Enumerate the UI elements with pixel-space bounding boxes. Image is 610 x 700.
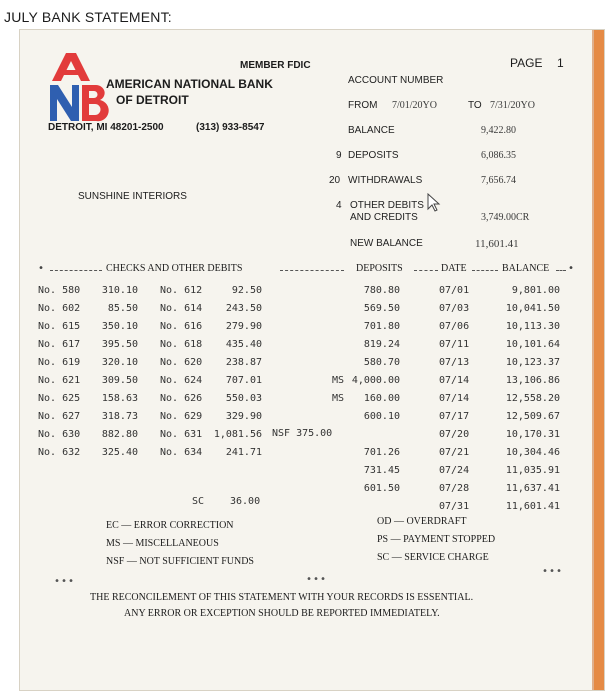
- checks-header: CHECKS AND OTHER DEBITS: [106, 263, 243, 274]
- bank-name: AMERICAN NATIONAL BANK: [106, 77, 273, 91]
- check-number: No. 632: [38, 447, 81, 458]
- deposit-code: MS: [332, 375, 345, 386]
- header-rule-2: [280, 270, 344, 271]
- running-balance: 10,113.30: [505, 321, 560, 332]
- header-rule-3: [414, 270, 438, 271]
- check-amount: 882.80: [101, 429, 138, 440]
- check-number: No. 625: [38, 393, 81, 404]
- transaction-date: 07/14: [439, 375, 470, 386]
- check-number: No. 614: [160, 303, 203, 314]
- page-title: JULY BANK STATEMENT:: [4, 9, 172, 25]
- check-number: No. 620: [160, 357, 203, 368]
- check-amount: 395.50: [101, 339, 138, 350]
- new-balance-label: NEW BALANCE: [350, 238, 423, 249]
- running-balance: 9,801.00: [511, 285, 560, 296]
- check-amount: 279.90: [225, 321, 262, 332]
- running-balance: 10,123.37: [505, 357, 560, 368]
- deposits-header: DEPOSITS: [356, 263, 403, 274]
- transaction-date: 07/03: [439, 303, 470, 314]
- check-amount: 707.01: [225, 375, 262, 386]
- withdrawals-value: 7,656.74: [481, 175, 516, 186]
- withdrawals-count: 20: [329, 175, 341, 186]
- transaction-date: 07/11: [439, 339, 470, 350]
- check-amount: 310.10: [101, 285, 138, 296]
- check-amount: 243.50: [225, 303, 262, 314]
- footer-dots-center: •••: [306, 574, 328, 585]
- transaction-date: 07/31: [439, 501, 470, 512]
- transaction-date: 07/21: [439, 447, 470, 458]
- other-label-2: AND CREDITS: [350, 212, 418, 223]
- other-label-1: OTHER DEBITS: [350, 200, 424, 211]
- check-number: No. 619: [38, 357, 81, 368]
- footer-line-2: ANY ERROR OR EXCEPTION SHOULD BE REPORTED IMMEDIATELY.: [124, 608, 440, 619]
- transaction-date: 07/24: [439, 465, 470, 476]
- running-balance: 10,101.64: [505, 339, 560, 350]
- header-rule-4: [472, 270, 498, 271]
- running-balance: 10,041.50: [505, 303, 560, 314]
- bank-statement: [20, 30, 604, 690]
- deposit-amount: 819.24: [363, 339, 400, 350]
- header-rule-5: [556, 270, 566, 271]
- transaction-date: 07/06: [439, 321, 470, 332]
- footer-line-1: THE RECONCILEMENT OF THIS STATEMENT WITH YOUR RECORDS IS ESSENTIAL.: [90, 592, 474, 603]
- check-amount: 350.10: [101, 321, 138, 332]
- deposits-label: DEPOSITS: [348, 150, 399, 161]
- check-amount: 435.40: [225, 339, 262, 350]
- new-balance-value: 11,601.41: [475, 238, 519, 250]
- footer-dots-right: •••: [542, 566, 564, 577]
- check-amount: 329.90: [225, 411, 262, 422]
- check-number: No. 634: [160, 447, 203, 458]
- to-date: 7/31/20YO: [490, 100, 535, 111]
- check-amount: 1,081.56: [213, 429, 262, 440]
- check-number: No. 629: [160, 411, 203, 422]
- deposits-value: 6,086.35: [481, 150, 516, 161]
- service-charge-code: SC: [192, 496, 205, 507]
- fdic-label: MEMBER FDIC: [240, 60, 311, 71]
- legend-ms: MS — MISCELLANEOUS: [106, 538, 219, 549]
- deposit-amount: 701.80: [363, 321, 400, 332]
- header-rule-1: [50, 270, 102, 271]
- bank-name-line2: OF DETROIT: [116, 93, 189, 107]
- deposit-amount: 569.50: [363, 303, 400, 314]
- check-number: No. 616: [160, 321, 203, 332]
- running-balance: 10,304.46: [505, 447, 560, 458]
- check-amount: 241.71: [225, 447, 262, 458]
- service-charge-amount: 36.00: [230, 496, 261, 507]
- to-label: TO: [468, 100, 482, 111]
- running-balance: 12,509.67: [505, 411, 560, 422]
- cursor-arrow-icon: [426, 193, 442, 213]
- check-number: No. 618: [160, 339, 203, 350]
- check-number: No. 615: [38, 321, 81, 332]
- customer-name: SUNSHINE INTERIORS: [78, 191, 187, 202]
- withdrawals-label: WITHDRAWALS: [348, 175, 423, 186]
- transaction-date: 07/13: [439, 357, 470, 368]
- page-label: PAGE: [510, 56, 543, 70]
- running-balance: 11,035.91: [505, 465, 560, 476]
- check-amount: 85.50: [107, 303, 138, 314]
- nsf-entry: NSF 375.00: [272, 428, 333, 439]
- other-value: 3,749.00CR: [481, 212, 530, 223]
- check-number: No. 612: [160, 285, 203, 296]
- page-number: 1: [557, 56, 564, 70]
- deposit-amount: 600.10: [363, 411, 400, 422]
- check-number: No. 602: [38, 303, 81, 314]
- check-amount: 318.73: [101, 411, 138, 422]
- from-label: FROM: [348, 100, 378, 111]
- anb-logo-icon: [48, 51, 110, 123]
- bank-phone: (313) 933-8547: [196, 122, 265, 133]
- deposit-amount: 701.26: [363, 447, 400, 458]
- bank-address: DETROIT, MI 48201-2500: [48, 122, 164, 133]
- running-balance: 11,601.41: [505, 501, 560, 512]
- running-balance: 11,637.41: [505, 483, 560, 494]
- transaction-date: 07/01: [439, 285, 470, 296]
- check-amount: 325.40: [101, 447, 138, 458]
- transaction-date: 07/28: [439, 483, 470, 494]
- legend-od: OD — OVERDRAFT: [377, 516, 467, 527]
- date-header: DATE: [441, 263, 467, 274]
- deposit-amount: 731.45: [363, 465, 400, 476]
- check-number: No. 624: [160, 375, 203, 386]
- deposit-amount: 160.00: [363, 393, 400, 404]
- running-balance: 13,106.86: [505, 375, 560, 386]
- legend-ps: PS — PAYMENT STOPPED: [377, 534, 496, 545]
- header-dots-left: •: [38, 263, 45, 274]
- from-date: 7/01/20YO: [392, 100, 437, 111]
- legend-sc: SC — SERVICE CHARGE: [377, 552, 489, 563]
- deposit-amount: 601.50: [363, 483, 400, 494]
- running-balance: 12,558.20: [505, 393, 560, 404]
- check-number: No. 631: [160, 429, 203, 440]
- check-number: No. 621: [38, 375, 81, 386]
- check-amount: 309.50: [101, 375, 138, 386]
- deposit-amount: 580.70: [363, 357, 400, 368]
- transaction-date: 07/17: [439, 411, 470, 422]
- transaction-date: 07/20: [439, 429, 470, 440]
- paper-edge-orange: [594, 30, 604, 690]
- footer-dots-left: •••: [54, 576, 76, 587]
- check-number: No. 627: [38, 411, 81, 422]
- deposit-amount: 780.80: [363, 285, 400, 296]
- legend-nsf: NSF — NOT SUFFICIENT FUNDS: [106, 556, 254, 567]
- deposit-code: MS: [332, 393, 345, 404]
- check-amount: 92.50: [231, 285, 262, 296]
- legend-ec: EC — ERROR CORRECTION: [106, 520, 234, 531]
- account-number-label: ACCOUNT NUMBER: [348, 75, 444, 86]
- check-number: No. 580: [38, 285, 81, 296]
- check-number: No. 626: [160, 393, 203, 404]
- header-dots-right: •: [568, 263, 575, 274]
- check-number: No. 617: [38, 339, 81, 350]
- deposits-count: 9: [336, 150, 342, 161]
- balance-label: BALANCE: [348, 125, 395, 136]
- transaction-date: 07/14: [439, 393, 470, 404]
- deposit-amount: 4,000.00: [351, 375, 400, 386]
- check-amount: 238.87: [225, 357, 262, 368]
- check-amount: 158.63: [101, 393, 138, 404]
- balance-value: 9,422.80: [481, 125, 516, 136]
- running-balance: 10,170.31: [505, 429, 560, 440]
- check-amount: 320.10: [101, 357, 138, 368]
- check-amount: 550.03: [225, 393, 262, 404]
- other-count: 4: [336, 200, 342, 211]
- balance-header: BALANCE: [502, 263, 550, 274]
- check-number: No. 630: [38, 429, 81, 440]
